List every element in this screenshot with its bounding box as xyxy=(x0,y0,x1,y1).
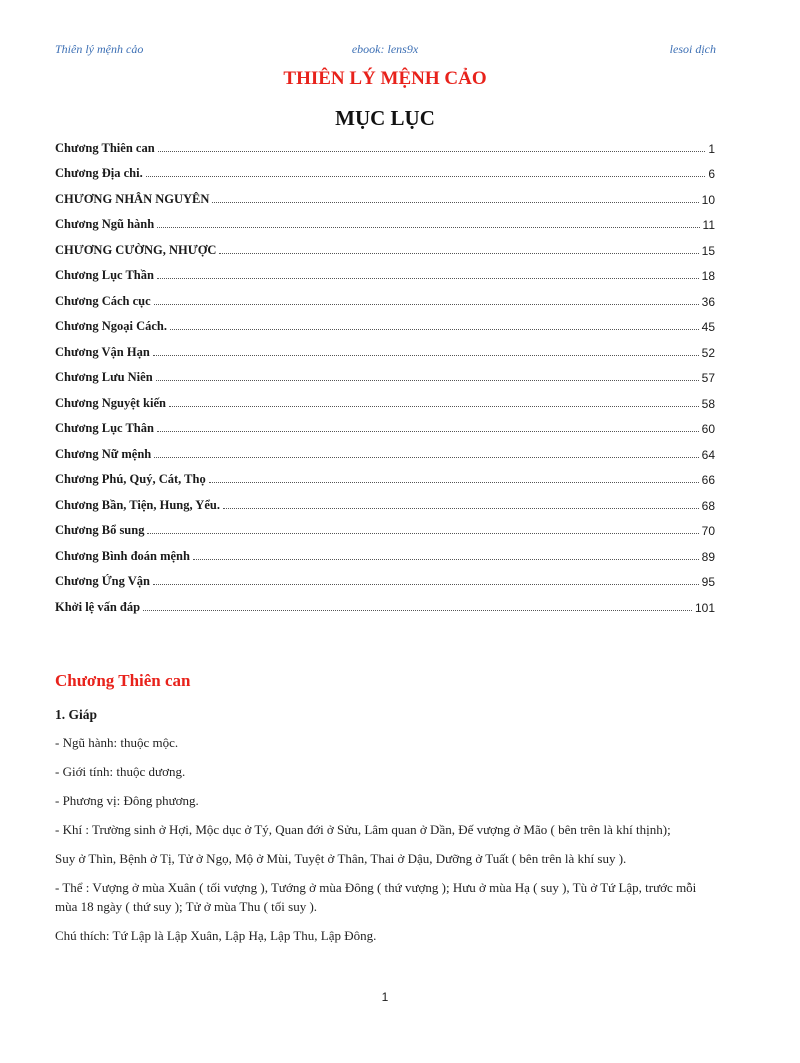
toc-leader-dots xyxy=(153,355,699,356)
toc-entry[interactable] xyxy=(55,309,715,335)
toc-entry-page: 57 xyxy=(701,371,715,385)
header-ebook-credit: ebook: lens9x xyxy=(351,42,419,56)
page-number: 1 xyxy=(381,990,389,1004)
toc-entry-title: Chương Bình đoán mệnh xyxy=(55,548,190,563)
toc-leader-dots xyxy=(153,584,699,585)
toc-entry-title: Chương Nữ mệnh xyxy=(55,446,152,461)
toc-entry-title: Khởi lệ vấn đáp xyxy=(55,599,141,614)
toc-leader-dots xyxy=(154,457,698,458)
toc-entry-page: 68 xyxy=(701,498,715,513)
toc-entry[interactable] xyxy=(55,538,715,564)
toc-entry-page: 58 xyxy=(701,396,715,411)
toc-leader-dots xyxy=(170,329,699,330)
toc-leader-dots xyxy=(146,176,706,177)
toc-entry[interactable] xyxy=(55,232,715,258)
toc-entry-title: Chương Cách cục xyxy=(55,293,151,308)
toc-entry-title: Chương Lục Thân xyxy=(55,421,154,435)
toc-entry-page: 10 xyxy=(701,192,715,207)
toc-entry-title: CHƯƠNG NHÂN NGUYÊN xyxy=(55,191,210,206)
toc-entry-page: 64 xyxy=(701,447,715,462)
toc-entry[interactable] xyxy=(55,258,715,284)
toc-entry-title: Chương Lục Thần xyxy=(55,268,154,282)
toc-entry-page: 101 xyxy=(694,600,715,615)
header-book-name: Thiên lý mệnh cảo xyxy=(55,42,144,56)
toc-entry-title: Chương Nguyệt kiến xyxy=(55,395,166,410)
toc-entry[interactable] xyxy=(55,462,715,488)
toc-entry-title: Chương Lưu Niên xyxy=(55,370,153,384)
toc-entry[interactable] xyxy=(55,181,715,207)
toc-entry[interactable] xyxy=(55,207,715,233)
toc-entry[interactable] xyxy=(55,513,715,539)
toc-entry-page: 95 xyxy=(701,575,715,589)
toc-leader-dots xyxy=(169,406,699,407)
chapter-title: Chương Thiên can xyxy=(55,671,191,690)
body-paragraph: - Giới tính: thuộc dương. xyxy=(55,764,186,779)
toc-entry[interactable] xyxy=(55,487,715,513)
toc-entry-title: Chương Vận Hạn xyxy=(55,344,150,359)
toc-entry[interactable] xyxy=(55,564,715,590)
toc-entry-title: Chương Bần, Tiện, Hung, Yểu. xyxy=(55,497,220,512)
body-paragraph: Suy ở Thìn, Bệnh ở Tị, Tử ở Ngọ, Mộ ở Mùi, Tuyệt ở Thân, Thai ở Dậu, Dưỡng ở Tuất ( bên trên là khí suy ). xyxy=(55,851,627,866)
toc-entry-page: 89 xyxy=(701,549,715,564)
toc-leader-dots xyxy=(219,253,698,254)
toc-entry-page: 45 xyxy=(701,320,715,334)
toc-entry-title: Chương Ngoại Cách. xyxy=(55,319,168,333)
toc-entry-title: Chương Ứng Vận xyxy=(55,574,151,588)
toc-leader-dots xyxy=(143,610,692,611)
toc-entry[interactable] xyxy=(55,360,715,386)
toc-entry[interactable] xyxy=(55,385,715,411)
header-translator: lesoi dịch xyxy=(669,42,716,56)
toc-leader-dots xyxy=(154,304,699,305)
toc-entry-title: Chương Ngũ hành xyxy=(55,217,155,231)
body-paragraph: Chú thích: Tứ Lập là Lập Xuân, Lập Hạ, Lập Thu, Lập Đông. xyxy=(55,928,377,943)
toc-entry-page: 36 xyxy=(701,294,715,309)
toc-leader-dots xyxy=(157,431,699,432)
toc-entry-page: 11 xyxy=(702,218,715,232)
toc-entry-title: Chương Địa chi. xyxy=(55,166,143,180)
toc-entry-page: 18 xyxy=(701,269,715,283)
book-title: THIÊN LÝ MỆNH CẢO xyxy=(283,68,487,89)
toc-entry-page: 60 xyxy=(701,422,715,436)
toc-entry-title: CHƯƠNG CƯỜNG, NHƯỢC xyxy=(55,242,217,257)
toc-entry-page: 6 xyxy=(708,167,715,181)
toc-entry-page: 52 xyxy=(701,345,715,360)
toc-entry-page: 66 xyxy=(701,473,715,487)
toc-entry-title: Chương Thiên can xyxy=(55,140,155,155)
toc-leader-dots xyxy=(223,508,699,509)
toc-leader-dots xyxy=(157,227,699,228)
toc-leader-dots xyxy=(157,278,699,279)
toc-leader-dots xyxy=(156,380,699,381)
body-paragraph: - Thể : Vượng ở mùa Xuân ( tối vượng ), Tướng ở mùa Đông ( thứ vượng ); Hưu ở mùa Hạ ( suy ), Tù ở Tứ Lập, trước mỗi mùa 18 ngày ( thứ suy ); Tử ở mùa Thu ( tối suy ). xyxy=(55,880,697,914)
section-title: 1. Giáp xyxy=(55,707,98,722)
toc-leader-dots xyxy=(158,151,706,152)
toc-leader-dots xyxy=(193,559,699,560)
body-paragraph: - Khí : Trường sinh ở Hợi, Mộc dục ở Tý, Quan đới ở Sửu, Lâm quan ở Dần, Đế vượng ở Mão ( bên trên là khí thịnh); xyxy=(55,822,671,837)
toc-entry[interactable] xyxy=(55,334,715,360)
chapter-body xyxy=(55,733,720,955)
toc-leader-dots xyxy=(147,533,698,534)
toc-entry[interactable] xyxy=(55,283,715,309)
toc-heading: MỤC LỤC xyxy=(335,106,435,130)
toc-leader-dots xyxy=(209,482,699,483)
toc-entry-page: 15 xyxy=(701,243,715,258)
toc-entry[interactable] xyxy=(55,589,715,615)
toc-entry[interactable] xyxy=(55,156,715,182)
toc-entry[interactable] xyxy=(55,130,715,156)
table-of-contents xyxy=(55,130,715,615)
toc-leader-dots xyxy=(212,202,698,203)
toc-entry-title: Chương Bổ sung xyxy=(55,523,145,537)
body-paragraph: - Phương vị: Đông phương. xyxy=(55,793,199,808)
body-paragraph: - Ngũ hành: thuộc mộc. xyxy=(55,735,179,750)
toc-entry-title: Chương Phú, Quý, Cát, Thọ xyxy=(55,472,206,486)
toc-entry-page: 1 xyxy=(708,141,715,156)
toc-entry-page: 70 xyxy=(701,524,715,538)
toc-entry[interactable] xyxy=(55,436,715,462)
toc-entry[interactable] xyxy=(55,411,715,437)
